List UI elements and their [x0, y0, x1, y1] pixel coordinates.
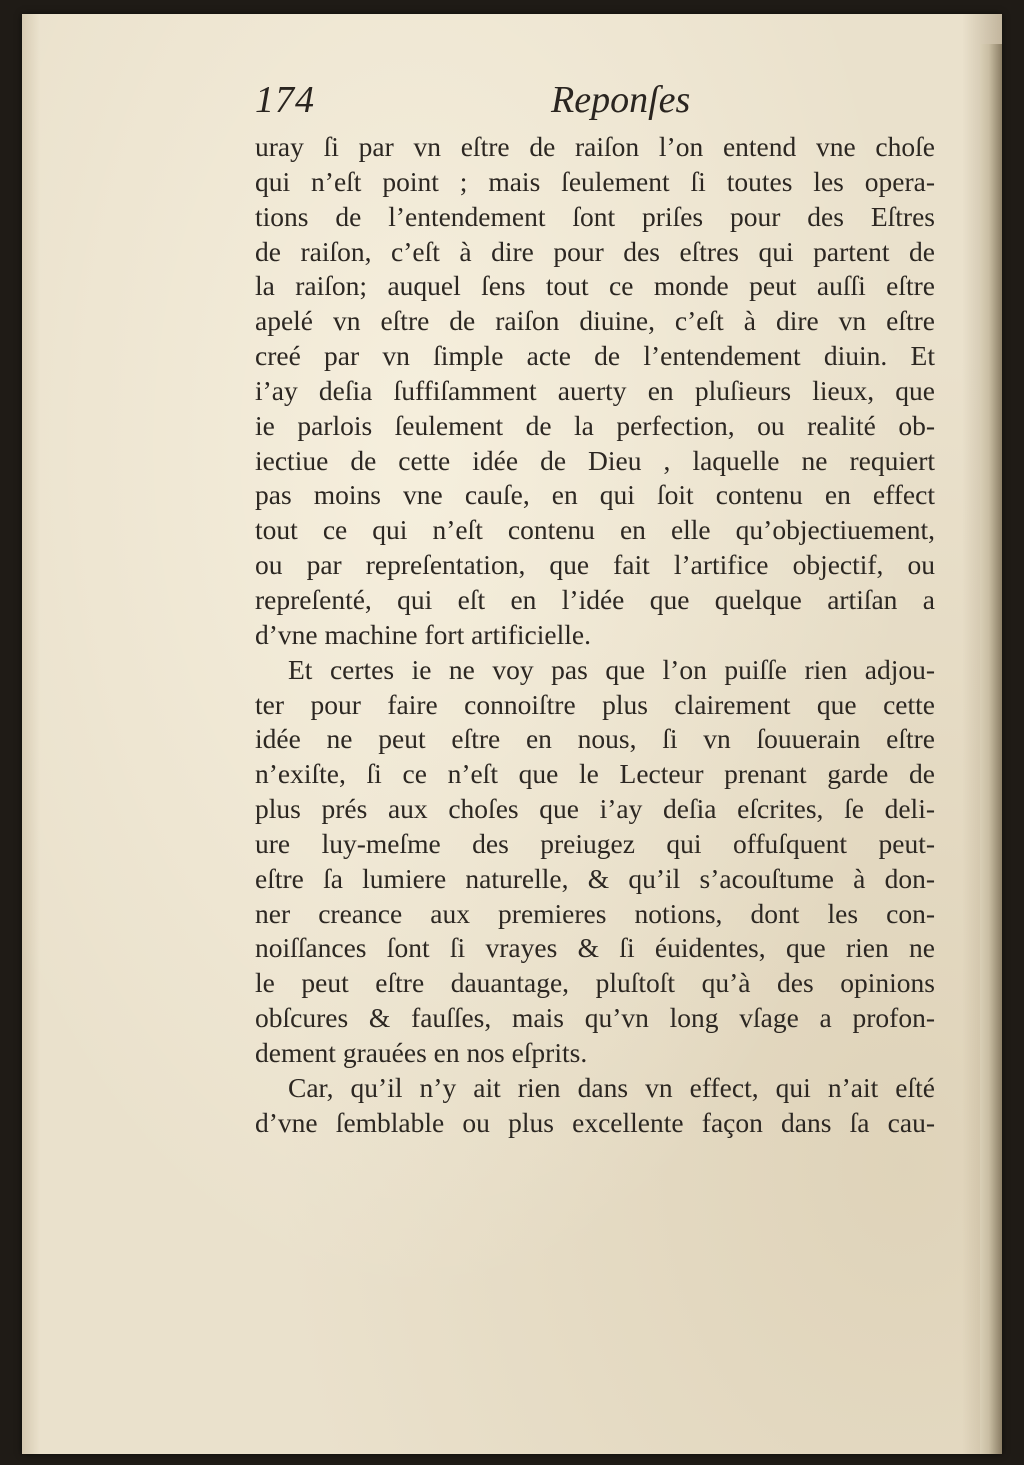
- text-line: ure luy-meſme des preiugez qui offuſquent peut-: [255, 827, 935, 859]
- text-line: ner creance aux premieres notions, dont les con-: [255, 897, 935, 929]
- text-line: Car, qu’il n’y ait rien dans vn effect, qui n’ait eſté: [288, 1071, 935, 1103]
- text-line: idée ne peut eſtre en nous, ſi vn ſouuerain eſtre: [255, 723, 935, 755]
- text-line: la raiſon; auquel ſens tout ce monde peut auſſi eſtre: [255, 270, 935, 302]
- text-line: ter pour faire connoiſtre plus clairement que cette: [255, 688, 935, 720]
- text-line: repreſenté, qui eſt en l’idée que quelque artiſan a: [255, 583, 935, 615]
- text-line: qui n’eſt point ; mais ſeulement ſi toutes les opera-: [255, 165, 935, 197]
- text-line: eſtre ſa lumiere naturelle, & qu’il s’acouſtume à don-: [255, 862, 935, 894]
- text-line: d’vne ſemblable ou plus excellente façon dans ſa cau-: [255, 1106, 935, 1138]
- text-line: d’vne machine fort artificielle.: [255, 618, 591, 650]
- text-line: pas moins vne cauſe, en qui ſoit contenu en effect: [255, 479, 935, 511]
- text-line: apelé vn eſtre de raiſon diuine, c’eſt à dire vn eſtre: [255, 305, 935, 337]
- body-text: [255, 130, 935, 1140]
- text-line: noiſſances ſont ſi vrayes & ſi éuidentes, que rien ne: [255, 932, 935, 964]
- page-edge: [980, 44, 1002, 1454]
- text-line: ie parlois ſeulement de la perfection, ou realité ob-: [255, 409, 935, 441]
- text-line: ou par repreſentation, que fait l’artifice objectif, ou: [255, 549, 935, 581]
- page-number: 174: [255, 79, 315, 121]
- text-line: Et certes ie ne voy pas que l’on puiſſe rien adjou-: [288, 653, 935, 685]
- text-line: le peut eſtre dauantage, pluſtoſt qu’à des opinions: [255, 967, 935, 999]
- text-line: uray ſi par vn eſtre de raiſon l’on entend vne choſe: [255, 131, 935, 162]
- text-line: de raiſon, c’eſt à dire pour des eſtres qui partent de: [255, 235, 935, 267]
- text-line: tions de l’entendement ſont priſes pour des Eſtres: [255, 200, 935, 232]
- running-head: Reponſes: [551, 79, 691, 121]
- text-line: i’ay deſia ſuffiſamment auerty en pluſieurs lieux, que: [255, 374, 935, 406]
- text-line: n’exiſte, ſi ce n’eſt que le Lecteur prenant garde de: [255, 758, 935, 790]
- text-line: dement grauées en nos eſprits.: [255, 1036, 588, 1068]
- text-line: obſcures & fauſſes, mais qu’vn long vſage a profon-: [255, 1002, 935, 1034]
- text-line: creé par vn ſimple acte de l’entendement diuin. Et: [255, 340, 935, 372]
- text-line: plus prés aux choſes que i’ay deſia eſcrites, ſe deli-: [255, 793, 935, 825]
- page-header: [255, 78, 935, 126]
- text-line: tout ce qui n’eſt contenu en elle qu’objectiuement,: [255, 514, 935, 546]
- text-line: iectiue de cette idée de Dieu , laquelle ne requiert: [255, 444, 935, 476]
